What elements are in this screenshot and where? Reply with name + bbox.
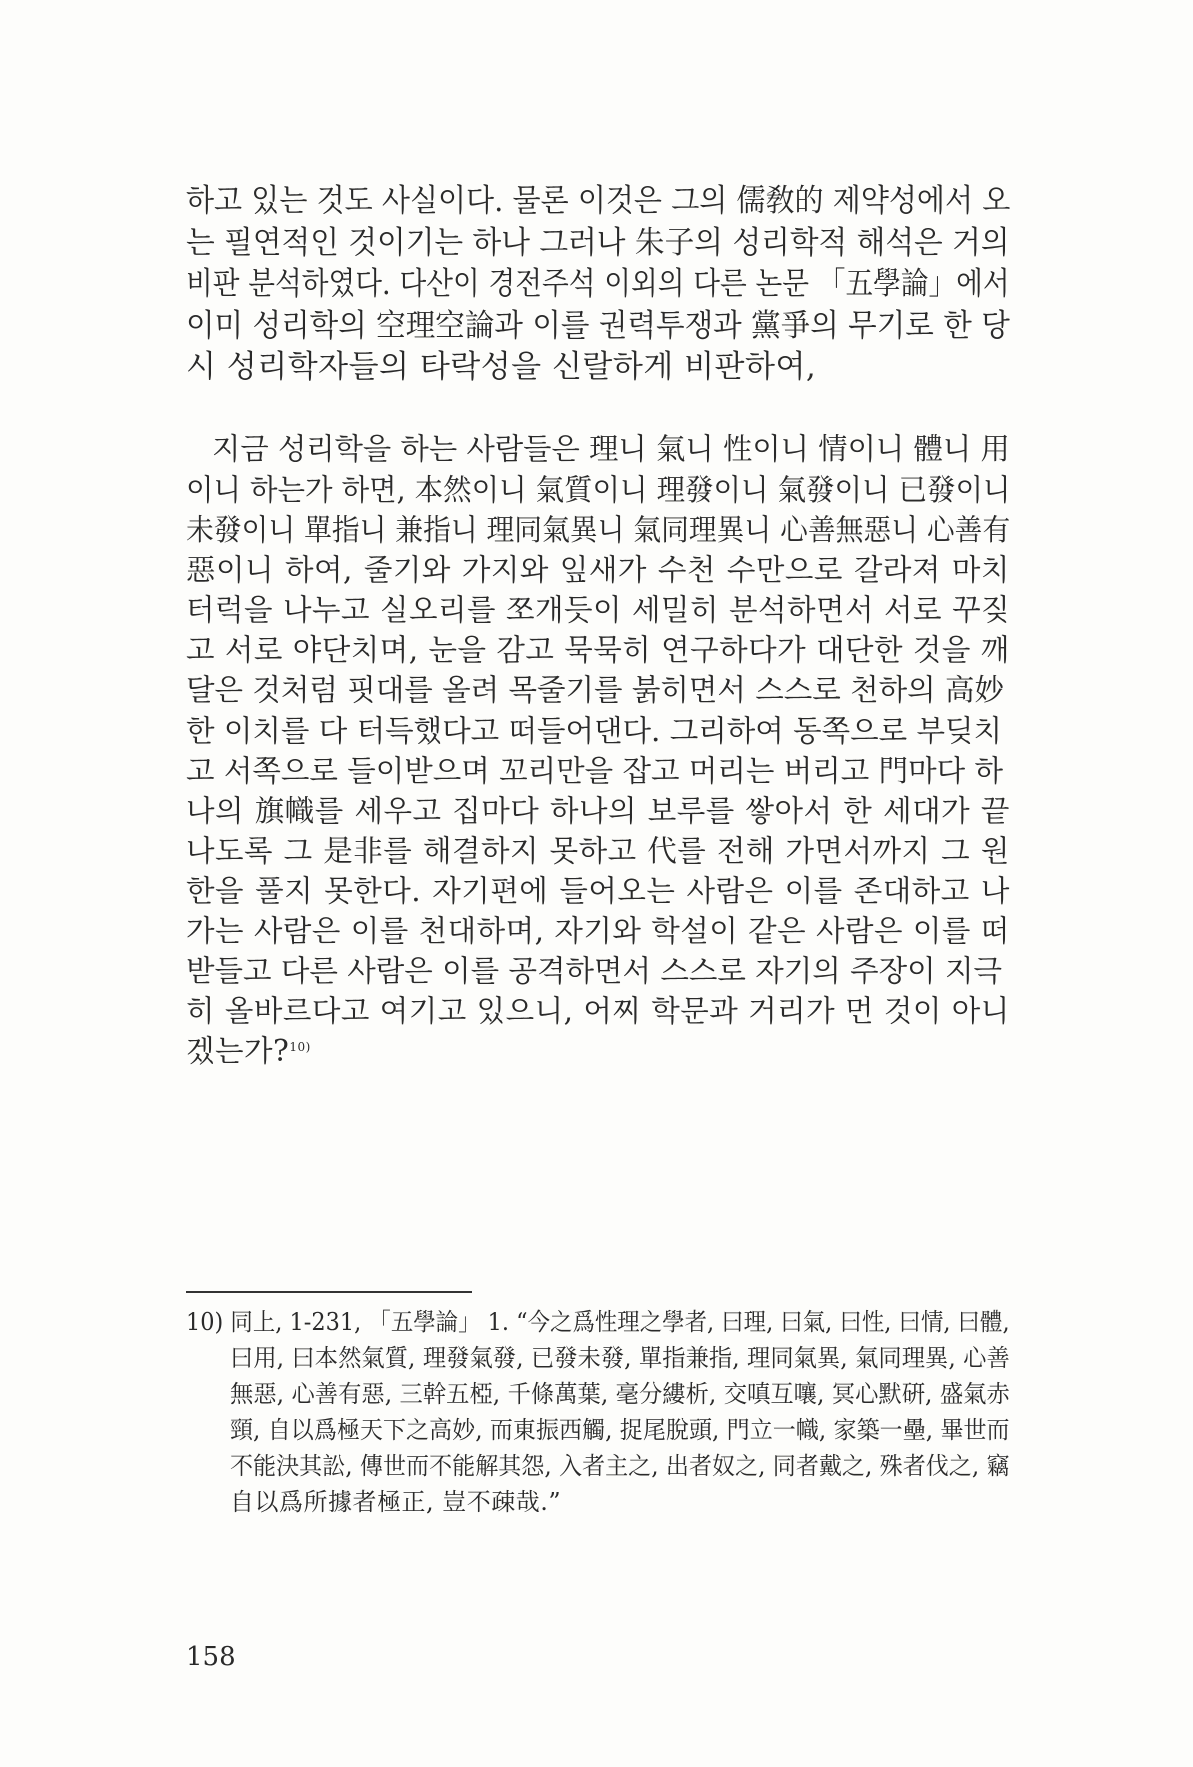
footnote-line: 自以爲所據者極正, 豈不疎哉.” [230,1488,562,1516]
quote-text: 겠는가? [186,1034,290,1068]
footnote-line: 無惡, 心善有惡, 三幹五椏, 千條萬葉, 毫分縷析, 交嗔互嚷, 冥心默硏, 盛氣赤 [230,1380,1010,1408]
footnote-line: 曰用, 曰本然氣質, 理發氣發, 已發未發, 單指兼指, 理同氣異, 氣同理異, 心善 [230,1344,1010,1372]
footnote-reference[interactable]: 10) [289,1040,311,1054]
quote-line: 히 올바르다고 여기고 있으니, 어찌 학문과 거리가 먼 것이 아니 [186,994,1010,1028]
quote-line: 나의 旗幟를 세우고 집마다 하나의 보루를 쌓아서 한 세대가 끝 [186,794,1010,828]
page-number: 158 [186,1642,236,1672]
quote-line: 받들고 다른 사람은 이를 공격하면서 스스로 자기의 주장이 지극 [186,954,1002,988]
footnote-line: 不能決其訟, 傳世而不能解其怨, 入者主之, 出者奴之, 同者戴之, 殊者伐之, 竊 [230,1452,1010,1480]
body-line: 시 성리학자들의 타락성을 신랄하게 비판하여, [186,349,817,385]
quote-line: 한을 풀지 못한다. 자기편에 들어오는 사람은 이를 존대하고 나 [186,874,1010,908]
quote-line: 고 서쪽으로 들이받으며 꼬리만을 잡고 머리는 버리고 門마다 하 [186,754,1003,788]
body-line: 이미 성리학의 空理空論과 이를 권력투쟁과 黨爭의 무기로 한 당 [186,308,1010,344]
quote-line: 나도록 그 是非를 해결하지 못하고 代를 전해 가면서까지 그 원 [186,834,1010,868]
quote-line: 한 이치를 다 터득했다고 떠들어댄다. 그리하여 동쪽으로 부딪치 [186,714,1002,748]
quote-line: 터럭을 나누고 실오리를 쪼개듯이 세밀히 분석하면서 서로 꾸짖 [186,593,1011,627]
footnote-line: 10) 同上, 1-231, 「五學論」 1. “今之爲性理之學者, 曰理, 曰氣, 曰性, 曰情, 曰體, [186,1308,1010,1336]
quote-line: 지금 성리학을 하는 사람들은 理니 氣니 性이니 情이니 體니 用 [212,432,1010,466]
body-line: 는 필연적인 것이기는 하나 그러나 朱子의 성리학적 해석은 거의 [186,225,1010,261]
quote-line: 未發이니 單指니 兼指니 理同氣異니 氣同理異니 心善無惡니 心善有 [186,513,1011,547]
footnote-divider [186,1291,472,1293]
quote-line-last [186,1031,311,1071]
footnote-line: 頸, 自以爲極天下之高妙, 而東振西觸, 捉尾脫頭, 門立一幟, 家築一壘, 畢世而 [230,1416,1010,1444]
quote-line: 이니 하는가 하면, 本然이니 氣質이니 理發이니 氣發이니 已發이니 [186,473,1011,507]
quote-line: 고 서로 야단치며, 눈을 감고 묵묵히 연구하다가 대단한 것을 깨 [186,633,1010,667]
quote-line: 달은 것처럼 핏대를 올려 목줄기를 붉히면서 스스로 천하의 高妙 [186,673,1004,707]
quote-line: 가는 사람은 이를 천대하며, 자기와 학설이 같은 사람은 이를 떠 [186,914,1010,948]
body-line: 비판 분석하였다. 다산이 경전주석 이외의 다른 논문 「五學論」에서 [186,266,1010,302]
quote-line: 惡이니 하여, 줄기와 가지와 잎새가 수천 수만으로 갈라져 마치 [186,553,1010,587]
body-line: 하고 있는 것도 사실이다. 물론 이것은 그의 儒敎的 제약성에서 오 [186,183,1011,219]
